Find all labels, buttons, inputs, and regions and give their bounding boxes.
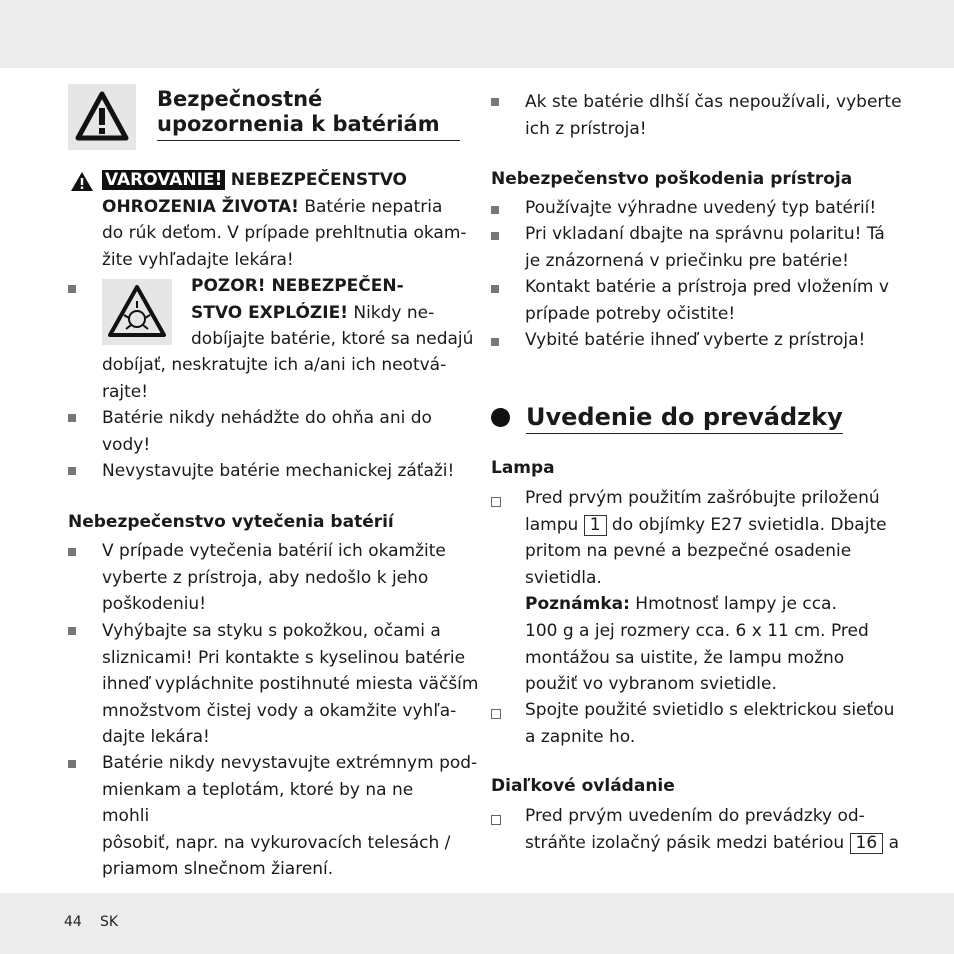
explosion-line-3: dobíjajte batérie, ktoré sa nedajú xyxy=(191,329,474,350)
bullet-square xyxy=(68,467,76,475)
bullet-square xyxy=(491,338,499,346)
list-item: Pred prvým použitím zašróbujte priloženú lampu 1 do objímky E27 svietidla. Dbajte pritom na pevné a bezpečné osadenie svietidla. Poznámka: Hmotnosť lampy je cca. 100 g a jej rozmery cca. 6 x 11 cm. Pred montážou sa uistite, že lampu možno použiť vo vybranom svietidle. xyxy=(525,485,890,698)
bullet-square xyxy=(491,285,499,293)
warning-line-2: OHROZENIA ŽIVOTA! Batérie nepatria xyxy=(102,196,443,217)
bullet-square xyxy=(491,206,499,214)
step-checkbox-icon xyxy=(491,497,501,507)
note: Poznámka: Hmotnosť lampy je cca. xyxy=(525,594,837,615)
startup-title: Uvedenie do prevádzky xyxy=(526,403,843,434)
warning-line-3: do rúk deťom. V prípade prehltnutia okam- xyxy=(102,223,467,244)
bullet-square xyxy=(491,232,499,240)
list-item: Batérie nikdy nevystavujte extrémnym pod- mienkam a teplotám, ktoré by na ne mohli pôsobiť, napr. na vykurovacích telesách / priamom slnečnom žiarení. xyxy=(102,753,478,880)
header-band xyxy=(0,0,954,68)
list-item: Vybité batérie ihneď vyberte z prístroja! xyxy=(525,330,866,350)
list-item: Nevystavujte batérie mechanickej záťaži! xyxy=(102,461,455,481)
warning-small-icon xyxy=(70,171,94,196)
step-checkbox-icon xyxy=(491,709,501,719)
remote-heading: Diaľkové ovládanie xyxy=(491,776,675,796)
reference-number: 16 xyxy=(850,833,884,854)
bullet-square xyxy=(68,414,76,422)
explosion-line-2: STVO EXPLÓZIE! Nikdy ne- xyxy=(191,302,435,323)
explosion-line-1: POZOR! NEBEZPEČEN- xyxy=(191,276,404,296)
bullet-square xyxy=(68,627,76,635)
list-item: Kontakt batérie a prístroja pred vložením v prípade potreby očistite! xyxy=(525,277,889,324)
lamp-heading: Lampa xyxy=(491,458,555,478)
list-item: Spojte použité svietidlo s elektrickou sieťou a zapnite ho. xyxy=(525,700,895,747)
explosion-line-4: dobíjať, neskratujte ich a/ani ich neotvá- xyxy=(102,355,447,375)
warning-triangle-icon xyxy=(68,84,136,150)
list-item: Ak ste batérie dlhší čas nepoužívali, vyberte ich z prístroja! xyxy=(525,92,902,139)
leak-heading: Nebezpečenstvo vytečenia batérií xyxy=(68,512,394,532)
reference-number: 1 xyxy=(584,515,607,536)
list-item: Používajte výhradne uvedený typ batérií! xyxy=(525,198,877,218)
warning-line-4: žite vyhľadajte lekára! xyxy=(102,249,294,270)
explosion-line-5: rajte! xyxy=(102,381,149,402)
bullet-square xyxy=(68,285,76,293)
page-number: 44 xyxy=(64,914,82,930)
section-bullet-icon xyxy=(491,408,510,427)
list-item: Pri vkladaní dbajte na správnu polaritu! Tá je znázornená v priečinku pre batérie! xyxy=(525,224,885,271)
list-item: V prípade vytečenia batérií ich okamžite vyberte z prístroja, aby nedošlo k jeho poškodeniu! xyxy=(102,541,446,615)
explosion-hazard-icon xyxy=(102,279,172,345)
bullet-square xyxy=(68,548,76,556)
language-code: SK xyxy=(100,914,119,930)
bullet-square xyxy=(491,98,499,106)
step-checkbox-icon xyxy=(491,815,501,825)
section-title: Bezpečnostné upozornenia k batériám xyxy=(157,87,460,141)
list-item: Batérie nikdy nehádžte do ohňa ani do vody! xyxy=(102,408,432,455)
damage-heading: Nebezpečenstvo poškodenia prístroja xyxy=(491,169,853,189)
footer-band xyxy=(0,893,954,954)
warning-tag: VAROVANIE! xyxy=(102,170,225,190)
list-item: Pred prvým uvedením do prevádzky od- stráňte izolačný pásik medzi batériou 16 a xyxy=(525,806,899,853)
bullet-square xyxy=(68,760,76,768)
list-item: Vyhýbajte sa styku s pokožkou, očami a sliznicami! Pri kontakte s kyselinou batérie ihneď vypláchnite postihnuté miesta väčším množstvom čistej vody a okamžite vyhľa- dajte lekára! xyxy=(102,621,479,748)
warning-line-1: VAROVANIE! NEBEZPEČENSTVO xyxy=(102,167,464,194)
